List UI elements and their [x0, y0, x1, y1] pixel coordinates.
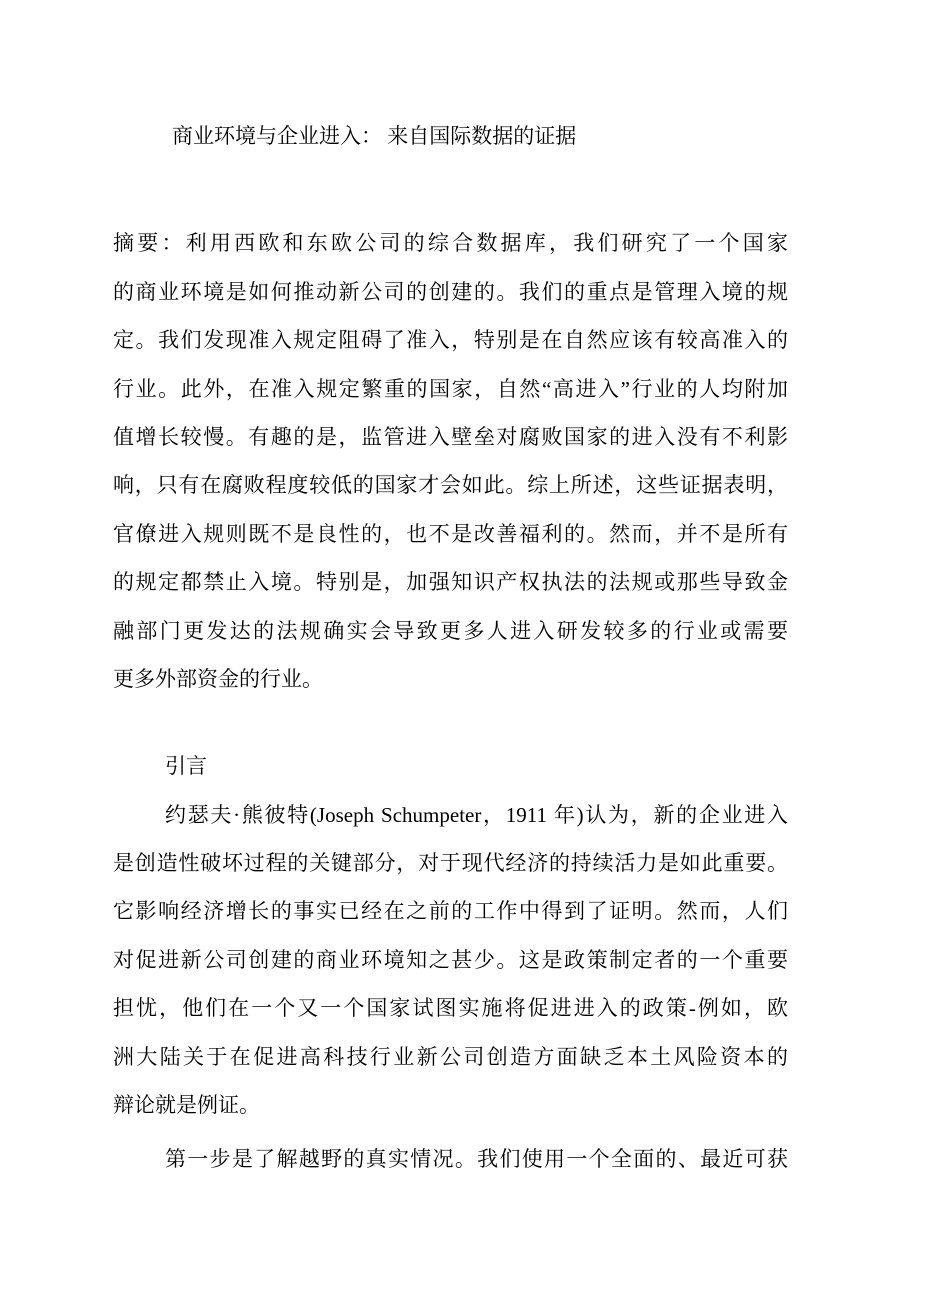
text-line: 响，只有在腐败程度较低的国家才会如此。综上所述，这些证据表明， [113, 473, 788, 498]
text-line: 的商业环境是如何推动新公司的创建的。我们的重点是管理入境的规 [113, 279, 788, 304]
text-line: 对促进新公司创建的商业环境知之甚少。这是政策制定者的一个重要 [113, 947, 788, 972]
text-line: 值增长较慢。有趣的是，监管进入壁垒对腐败国家的进入没有不利影 [113, 424, 788, 449]
text-line: 它影响经济增长的事实已经在之前的工作中得到了证明。然而，人们 [113, 899, 788, 924]
text-line: 洲大陆关于在促进高科技行业新公司创造方面缺乏本土风险资本的 [113, 1044, 788, 1069]
text-line: 担忧，他们在一个又一个国家试图实施将促进进入的政策-例如，欧 [113, 996, 788, 1021]
document-title: 商业环境与企业进入： 来自国际数据的证据 [172, 124, 577, 148]
text-line: 第一步是了解越野的真实情况。我们使用一个全面的、最近可获 [165, 1147, 788, 1172]
text-line: 约瑟夫·熊彼特(Joseph Schumpeter，1911 年)认为，新的企业进入 [165, 802, 788, 827]
abstract-paragraph [113, 219, 788, 703]
text-line: 是创造性破坏过程的关键部分，对于现代经济的持续活力是如此重要。 [113, 851, 788, 876]
text-line: 融部门更发达的法规确实会导致更多人进入研发较多的行业或需要 [113, 618, 788, 643]
introduction-heading: 引言 [165, 754, 207, 779]
introduction-paragraph [113, 791, 788, 1130]
text-line: 更多外部资金的行业。 [113, 666, 323, 691]
text-line: 摘要：利用西欧和东欧公司的综合数据库，我们研究了一个国家 [113, 231, 788, 256]
second-paragraph [113, 1135, 788, 1183]
text-line: 行业。此外，在准入规定繁重的国家，自然“高进入”行业的人均附加 [113, 376, 788, 401]
introduction-section [113, 742, 788, 1184]
text-line: 定。我们发现准入规定阻碍了准入，特别是在自然应该有较高准入的 [113, 328, 788, 353]
text-line: 官僚进入规则既不是良性的，也不是改善福利的。然而，并不是所有 [113, 521, 788, 546]
text-line: 的规定都禁止入境。特别是，加强知识产权执法的法规或那些导致金 [113, 570, 788, 595]
text-line: 辩论就是例证。 [113, 1093, 260, 1118]
